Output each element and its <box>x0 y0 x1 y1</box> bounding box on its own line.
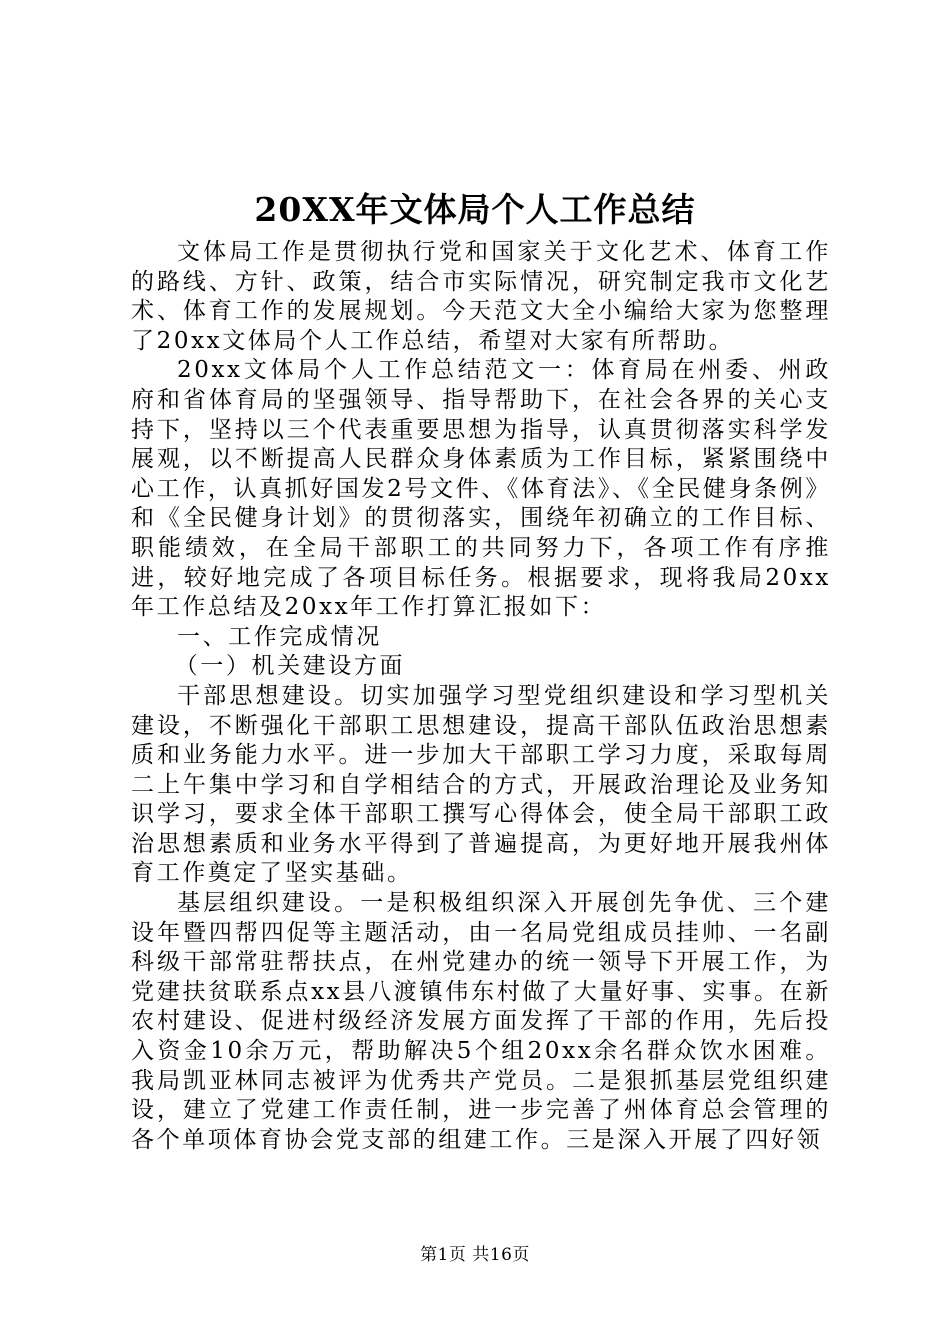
document-title: 20XX年文体局个人工作总结 <box>254 190 696 229</box>
document-body <box>131 238 831 1155</box>
page-footer: 第1页 共16页 <box>420 1245 530 1265</box>
subsection-heading-organ-building: （一）机关建设方面 <box>174 653 406 680</box>
paragraph-grassroots-organization: 基层组织建设。一是积极组织深入开展创先争优、三个建设年暨四帮四促等主题活动，由一名局党组成员挂帅、一名副科级干部常驻帮扶点，在州党建办的统一领导下开展工作，为党建扶贫联系点xx县八渡镇伟东村做了大量好事、实事。在新农村建设、促进村级经济发展方面发挥了干部的作用，先后投入资金10余万元，帮助解决5个组20xx余名群众饮水困难。我局凯亚林同志被评为优秀共产党员。二是狠抓基层党组织建设，建立了党建工作责任制，进一步完善了州体育总会管理的各个单项体育协会党支部的组建工作。三是深入开展了四好领 <box>131 890 831 1153</box>
paragraph-intro: 文体局工作是贯彻执行党和国家关于文化艺术、体育工作的路线、方针、政策，结合市实际情况，研究制定我市文化艺术、体育工作的发展规划。今天范文大全小编给大家为您整理了20xx文体局个人工作总结，希望对大家有所帮助。 <box>131 239 831 354</box>
paragraph-cadre-ideology: 干部思想建设。切实加强学习型党组织建设和学习型机关建设，不断强化干部职工思想建设，提高干部队伍政治思想素质和业务能力水平。进一步加大干部职工学习力度，采取每周二上午集中学习和自学相结合的方式，开展政治理论及业务知识学习，要求全体干部职工撰写心得体会，使全局干部职工政治思想素质和业务水平得到了普遍提高，为更好地开展我州体育工作奠定了坚实基础。 <box>131 682 831 887</box>
section-heading-work-completion: 一、工作完成情况 <box>177 623 382 650</box>
paragraph-summary-one: 20xx文体局个人工作总结范文一：体育局在州委、州政府和省体育局的坚强领导、指导帮助下，在社会各界的关心支持下，坚持以三个代表重要思想为指导，认真贯彻落实科学发展观，以不断提高人民群众身体素质为工作目标，紧紧围绕中心工作，认真抓好国发2号文件、《体育法》、《全民健身条例》和《全民健身计划》的贯彻落实，围绕年初确立的工作目标、职能绩效，在全局干部职工的共同努力下，各项工作有序推进，较好地完成了各项目标任务。根据要求，现将我局20xx年工作总结及20xx年工作打算汇报如下： <box>131 357 831 621</box>
